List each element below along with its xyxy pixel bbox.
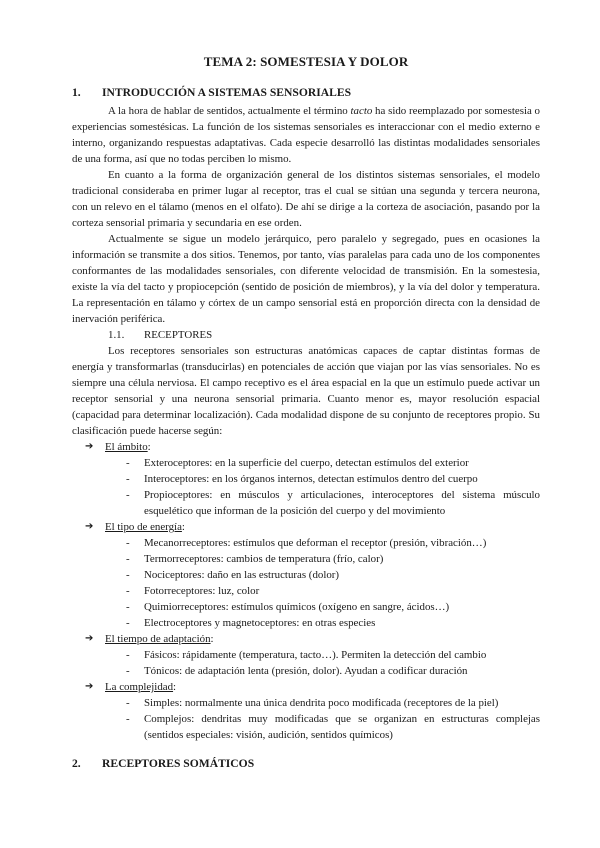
list-item (72, 599, 540, 615)
list-item (72, 695, 540, 711)
dash-bullet: - (126, 489, 130, 501)
dash-bullet: - (126, 649, 130, 661)
right-arrow-icon: ➔ (85, 633, 94, 644)
list-item (72, 615, 540, 631)
dash-bullet: - (126, 473, 130, 485)
right-arrow-icon: ➔ (85, 441, 94, 452)
category-item (72, 439, 540, 455)
dash-bullet: - (126, 601, 130, 613)
list-item (72, 663, 540, 679)
paragraph: Los receptores sensoriales son estructuras anatómicas capaces de captar distintas formas de energía y transformarlas (transducirlas) en potenciales de acción que viajan por las vías sensoriales. No es siempre una célula nerviosa. El campo receptivo es el área espacial en la que un estímulo puede activar un receptor sensorial y una neurona sensorial primaria. Cuanto menor es, mayor resolución espacial (capacidad para determinar localización). Cada modalidad dispone de su conjunto de receptores propio. Su clasificación puede hacerse según: (72, 345, 540, 437)
document-page (72, 54, 540, 774)
classification-list (72, 439, 540, 743)
subsection-number: 1.1. (108, 329, 125, 341)
category-colon: : (210, 633, 214, 645)
category-label: La complejidad (105, 681, 174, 693)
dash-bullet: - (126, 617, 130, 629)
list-item (72, 551, 540, 567)
list-item-text: Simples: normalmente una única dendrita poco modificada (receptores de la piel) (144, 697, 499, 709)
list-item (72, 535, 540, 551)
list-item-text: Termorreceptores: cambios de temperatura (frío, calor) (144, 553, 384, 565)
list-item-text: Fotorreceptores: luz, color (144, 585, 260, 597)
list-item-text: Fásicos: rápidamente (temperatura, tacto…). Permiten la detección del cambio (144, 649, 487, 661)
list-item (72, 711, 540, 743)
list-item-text: Quimiorreceptores: estímulos químicos (oxígeno en sangre, ácidos…) (144, 601, 450, 613)
list-item (72, 583, 540, 599)
list-item-text: Tónicos: de adaptación lenta (presión, dolor). Ayudan a codificar duración (144, 665, 468, 677)
paragraph: A la hora de hablar de sentidos, actualmente el término tacto ha sido reemplazado por somestesia o experiencias somestésicas. La función de los sistemas sensoriales es interaccionar con el medio externo e interno, organizando respuestas adaptativas. Cada especie desarrolló las distintas modalidades sensoriales de una forma, así que no todas perciben lo mismo. (72, 105, 541, 165)
dash-bullet: - (126, 585, 130, 597)
dash-bullet: - (126, 553, 130, 565)
section-number: 2. (72, 757, 81, 770)
list-item (72, 455, 540, 471)
list-item (72, 567, 540, 583)
dash-bullet: - (126, 457, 130, 469)
list-item (72, 487, 540, 519)
dash-bullet: - (126, 697, 130, 709)
dash-bullet: - (126, 665, 130, 677)
section-title: INTRODUCCIÓN A SISTEMAS SENSORIALES (102, 86, 352, 99)
list-item-text: Complejos: dendritas muy modificadas que se organizan en estructuras complejas (sentidos especiales: visión, audición, sentidos químicos) (144, 713, 540, 741)
paragraph: En cuanto a la forma de organización general de los distintos sistemas sensoriales, el modelo tradicional consideraba en primer lugar al receptor, tras el cual se sitúan una segunda y tercera neurona, con un relevo en el tálamo (menos en el olfato). De ahí se dirige a la corteza de asociación, pasando por la corteza sensorial primaria y secundaria en ese orden. (72, 169, 540, 229)
category-colon: : (147, 441, 151, 453)
category-colon: : (181, 521, 185, 533)
list-item (72, 471, 540, 487)
section-title: RECEPTORES SOMÁTICOS (102, 757, 255, 770)
list-item-text: Propioceptores: en músculos y articulaciones, interoceptores del sistema músculo esquelético que informan de la posición del cuerpo y del movimiento (144, 489, 540, 517)
right-arrow-icon: ➔ (85, 521, 94, 532)
dash-bullet: - (126, 569, 130, 581)
list-item-text: Interoceptores: en los órganos internos, detectan estímulos dentro del cuerpo (144, 473, 478, 485)
category-label: El ámbito (105, 441, 148, 453)
category-label: El tipo de energía (105, 521, 182, 533)
category-item (72, 519, 540, 535)
document-title: TEMA 2: SOMESTESIA Y DOLOR (203, 54, 409, 69)
italic-term: tacto (350, 105, 373, 117)
subsection-title: RECEPTORES (144, 329, 213, 341)
list-item-text: Electroceptores y magnetoceptores: en otras especies (144, 617, 376, 629)
list-item-text: Nociceptores: daño en las estructuras (dolor) (144, 569, 340, 581)
list-item (72, 647, 540, 663)
section-number: 1. (72, 86, 81, 99)
subsection-heading (72, 327, 540, 343)
category-item (72, 679, 540, 695)
list-item-text: Mecanorreceptores: estímulos que deforman el receptor (presión, vibración…) (144, 537, 487, 549)
right-arrow-icon: ➔ (85, 681, 94, 692)
list-item-text: Exteroceptores: en la superficie del cuerpo, detectan estímulos del exterior (144, 457, 469, 469)
dash-bullet: - (126, 537, 130, 549)
category-label: El tiempo de adaptación (105, 633, 211, 645)
section-heading (72, 86, 540, 99)
category-colon: : (173, 681, 177, 693)
paragraph: Actualmente se sigue un modelo jerárquico, pero paralelo y segregado, pues en ocasiones la información se transmite a dos sitios. Tenemos, por tanto, vías paralelas para cada uno de los componentes conformantes de las modalidades sensoriales, con diferente velocidad de transmisión. En la somestesia, existe la vía del tacto y propiocepción (sentido de posición de miembros), y la vía del dolor y temperatura. La representación en tálamo y córtex de un campo sensorial está en proporción directa con la densidad de inervación periférica. (72, 233, 540, 325)
section-heading (72, 757, 540, 770)
category-item (72, 631, 540, 647)
dash-bullet: - (126, 713, 130, 725)
